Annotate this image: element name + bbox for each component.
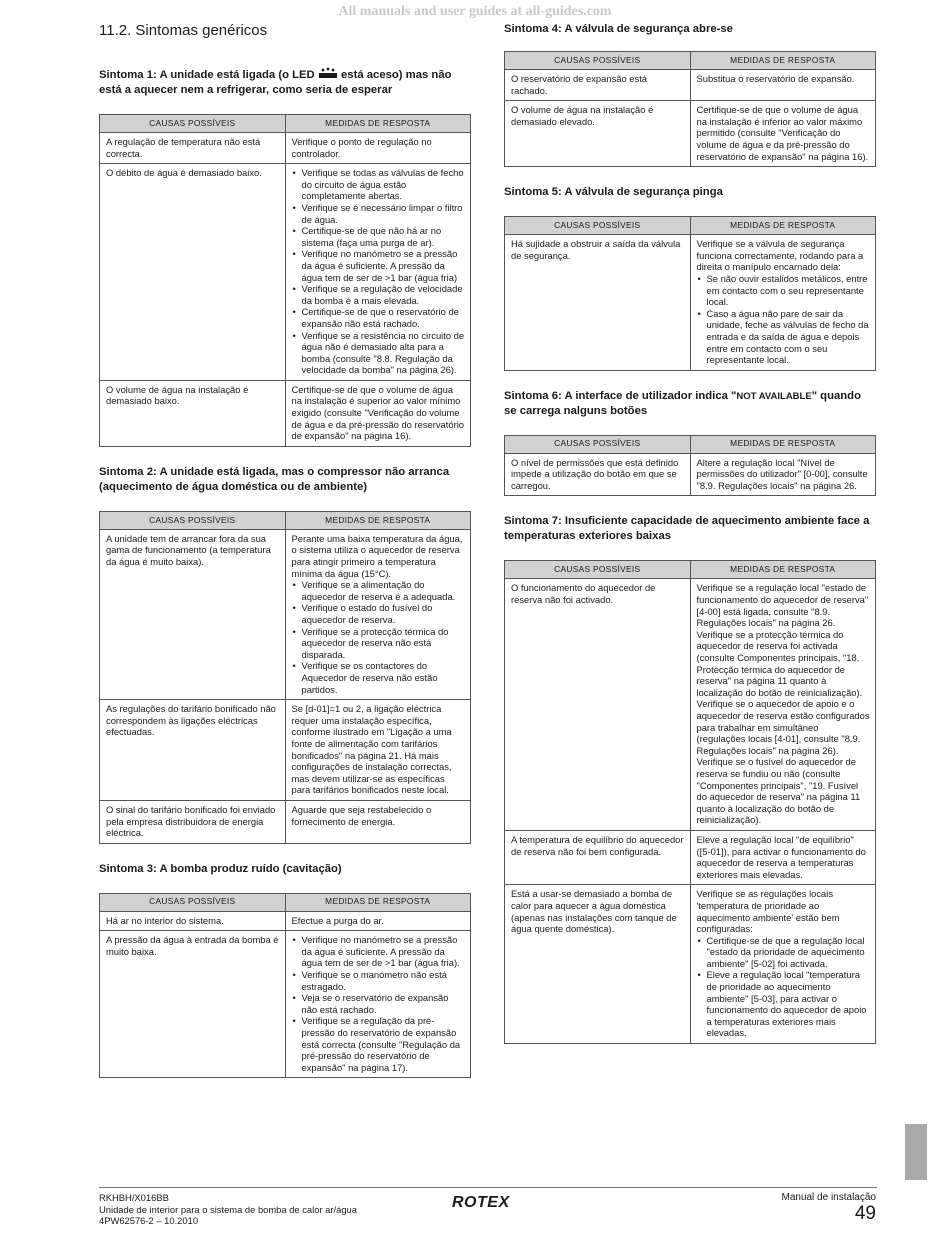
measure-cell: Eleve a regulação local "de equilíbrio" ([5-01]), para activar o funcionamento do aquecedor de reserva a temperaturas exteriores mais elevadas. <box>690 830 876 884</box>
cause-cell: A regulação de temperatura não está correcta. <box>100 133 286 164</box>
chapter-tab <box>905 1124 927 1180</box>
table-header-row <box>505 52 876 70</box>
symptom-4-table <box>504 51 876 167</box>
table-row <box>505 235 876 371</box>
footer-description: Unidade de interior para o sistema de bomba de calor ar/água <box>99 1203 357 1215</box>
list-item: • Verifique se a resistência no circuito de água não é demasiado alta para a bomba (consulte "8.8. Regulação da velocidade da bomba" na página 26). <box>292 330 466 376</box>
causes-header: CAUSAS POSSÍVEIS <box>505 52 691 70</box>
causes-header: CAUSAS POSSÍVEIS <box>505 561 691 579</box>
measure-list <box>697 273 871 366</box>
symptom-6-table <box>504 435 876 497</box>
table-row <box>100 164 471 381</box>
causes-header: CAUSAS POSSÍVEIS <box>505 435 691 453</box>
cause-cell: A pressão da água à entrada da bomba é muito baixa. <box>100 931 286 1078</box>
table-header-row <box>505 435 876 453</box>
table-row <box>100 529 471 699</box>
measure-list <box>292 579 466 695</box>
measures-header: MEDIDAS DE RESPOSTA <box>690 435 876 453</box>
list-item: • Verifique se os contactores do Aquecedor de reserva não estão partidos. <box>292 660 466 695</box>
list-item: • Eleve a regulação local "temperatura de prioridade ao aquecimento ambiente" [5-03], para activar o funcionamento do aquecedor de apoio a temperaturas exteriores mais elevadas. <box>697 969 871 1039</box>
cause-cell: A unidade tem de arrancar fora da sua gama de funcionamento (a temperatura da água é muito baixa). <box>100 529 286 699</box>
cause-cell: Está a usar-se demasiado a bomba de calor para aquecer a água doméstica (apenas nas instalações com tanque de água quente doméstica). <box>505 885 691 1044</box>
footer-divider <box>99 1187 877 1188</box>
led-icon <box>318 67 338 79</box>
list-item: • Verifique se a alimentação do aquecedor de reserva é a adequada. <box>292 579 466 602</box>
cause-cell: A temperatura de equilíbrio do aquecedor de reserva não foi bem configurada. <box>505 830 691 884</box>
measure-cell <box>285 931 471 1078</box>
measure-cell <box>690 885 876 1044</box>
symptom-6-title: Sintoma 6: A interface de utilizador indica "NOT AVAILABLE" quando se carrega nalguns botões <box>504 389 861 417</box>
table-row <box>100 700 471 801</box>
symptom-5-table <box>504 216 876 371</box>
rotex-logo: ROTEX <box>452 1194 510 1211</box>
measure-intro: Perante uma baixa temperatura da água, o sistema utiliza o aquecedor de reserva para atingir primeiro a temperatura mínima da água (15°C). <box>291 532 463 579</box>
cause-cell: O sinal do tarifário bonificado foi enviado pela empresa distribuidora de energia eléctrica. <box>100 800 286 843</box>
symptom-2-table <box>99 511 471 844</box>
list-item: • Verifique no manómetro se a pressão da água é suficiente. A pressão da água tem de ser de >1 bar (água fria) <box>292 248 466 283</box>
list-item: • Verifique o estado do fusível do aquecedor de reserva. <box>292 602 466 625</box>
symptom-7-title: Sintoma 7: Insuficiente capacidade de aquecimento ambiente face a temperaturas exteriores baixas <box>504 515 870 543</box>
cause-cell: O funcionamento do aquecedor de reserva não foi activado. <box>505 579 691 830</box>
list-item: • Verifique se a regulação de velocidade da bomba é a mais elevada. <box>292 283 466 306</box>
footer-manual-title: Manual de instalação <box>781 1192 876 1203</box>
list-item: • Verifique se a regulação da pré-pressão do reservatório de expansão está correcta (consulte "Regulação da pré-pressão do reservatório de expansão" na página 17). <box>292 1015 466 1073</box>
cause-cell: O volume de água na instalação é demasiado elevado. <box>505 101 691 167</box>
symptom-7-table <box>504 560 876 1044</box>
measure-intro: Verifique se as regulações locais 'temperatura de prioridade ao aquecimento ambiente' estão bem configuradas: <box>696 888 840 935</box>
table-row <box>505 101 876 167</box>
list-item: • Verifique se é necessário limpar o filtro de água. <box>292 202 466 225</box>
measure-cell <box>285 529 471 699</box>
list-item: • Se não ouvir estalidos metálicos, entre em contacto com o seu representante local. <box>697 273 871 308</box>
table-row <box>505 579 876 830</box>
list-item: • Veja se o reservatório de expansão não está rachado. <box>292 992 466 1015</box>
measure-intro: Verifique se a válvula de segurança funciona correctamente, rodando para a direita o manípulo encarnado dela: <box>696 238 864 273</box>
table-header-row <box>505 217 876 235</box>
measure-cell: Se [d-01]=1 ou 2, a ligação eléctrica requer uma instalação específica, conforme ilustrado em "Ligação a uma fonte de alimentação com tarifários bonificados" na página 21. Há mais configurações de instalação correctas, mas devem utilizar-se as específicas para tarifários bonificados neste local. <box>285 700 471 801</box>
measure-cell: Substitua o reservatório de expansão. <box>690 70 876 101</box>
table-header-row <box>100 115 471 133</box>
causes-header: CAUSAS POSSÍVEIS <box>100 893 286 911</box>
table-row <box>505 70 876 101</box>
table-row <box>100 911 471 931</box>
table-row <box>100 133 471 164</box>
list-item: • Certifique-se de que não há ar no sistema (faça uma purga de ar). <box>292 225 466 248</box>
cause-cell: Há sujidade a obstruir a saída da válvula de segurança. <box>505 235 691 371</box>
table-row <box>505 453 876 496</box>
symptom-3-title: Sintoma 3: A bomba produz ruído (cavitação) <box>99 862 342 875</box>
measure-cell <box>285 164 471 381</box>
causes-header: CAUSAS POSSÍVEIS <box>100 115 286 133</box>
cause-cell: As regulações do tarifário bonificado não correspondem às ligações eléctricas efectuadas. <box>100 700 286 801</box>
measure-list <box>292 934 466 1073</box>
measures-header: MEDIDAS DE RESPOSTA <box>285 893 471 911</box>
measures-header: MEDIDAS DE RESPOSTA <box>285 115 471 133</box>
measure-cell: Efectue a purga do ar. <box>285 911 471 931</box>
right-column <box>504 22 876 1062</box>
list-item: • Caso a água não pare de sair da unidade, feche as válvulas de fecho da entrada e da saída de água e depois entre em contacto com o seu representante local. <box>697 308 871 366</box>
measure-list <box>292 167 466 376</box>
table-header-row <box>505 561 876 579</box>
table-row <box>505 830 876 884</box>
section-title: 11.2. Sintomas genéricos <box>99 22 268 39</box>
cause-cell: O nível de permissões que está definido impede a utilização do botão em que se carregou. <box>505 453 691 496</box>
measures-header: MEDIDAS DE RESPOSTA <box>690 217 876 235</box>
measure-cell: Verifique se a regulação local "estado de funcionamento do aquecedor de reserva" [4-00] está ligada, consulte "8.9. Regulações locais" na página 26. Verifique se a protecção térmica do aquecedor de reserva foi activada (consulte Componentes principais, "18. Protecção térmica do aquecedor de reserva" na página 11 quanto à localização do botão de reinicialização). Verifique se o aquecedor de apoio e o aquecedor de reserva estão configurados para trabalhar em simultâneo (regulações locais [4-01], consulte "8.9. Regulações locais" na página 26). Verifique se o fusível do aquecedor de reserva se fundiu ou não (consulte "Componentes principais", "19. Fusível do aquecedor de reserva" na página 11 quanto à localização do botão de reinicialização). <box>690 579 876 830</box>
watermark: All manuals and user guides at all-guides.com <box>338 4 612 19</box>
footer-info <box>99 1192 357 1227</box>
measure-cell: Altere a regulação local "Nível de permissões do utilizador" [0-00], consulte "8.9. Regulações locais" na página 26. <box>690 453 876 496</box>
list-item: • Certifique-se de que a regulação local "estado da prioridade de aquecimento ambiente" [5-02] foi activada. <box>697 935 871 970</box>
symptom-5-title: Sintoma 5: A válvula de segurança pinga <box>504 186 723 199</box>
measures-header: MEDIDAS DE RESPOSTA <box>285 511 471 529</box>
list-item: • Verifique se o manómetro não está estragado. <box>292 969 466 992</box>
measure-cell: Certifique-se de que o volume de água na instalação é inferior ao valor máximo permitido (consulte "Verificação do volume de água e da pré-pressão do reservatório de expansão" na página 16). <box>690 101 876 167</box>
not-available-code: NOT AVAILABLE <box>736 390 812 402</box>
list-item: • Verifique se a protecção térmica do aquecedor de reserva não está disparada. <box>292 626 466 661</box>
symptom-1-title: Sintoma 1: A unidade está ligada (o LED está aceso) mas não está a aquecer nem a refrigerar, como seria de esperar <box>99 69 452 96</box>
table-row <box>505 885 876 1044</box>
page-number: 49 <box>854 1203 876 1224</box>
table-row <box>100 800 471 843</box>
cause-cell: O reservatório de expansão está rachado. <box>505 70 691 101</box>
causes-header: CAUSAS POSSÍVEIS <box>505 217 691 235</box>
symptom-1-table <box>99 114 471 447</box>
table-row <box>100 380 471 446</box>
symptom-2-title: Sintoma 2: A unidade está ligada, mas o compressor não arranca (aquecimento de água doméstica ou de ambiente) <box>99 465 450 493</box>
symptom-3-table <box>99 893 471 1079</box>
table-header-row <box>100 511 471 529</box>
footer-model: RKHBH/X016BB <box>99 1192 169 1203</box>
footer-doc-code: 4PW62576-2 – 10.2010 <box>99 1215 199 1226</box>
table-header-row <box>100 893 471 911</box>
cause-cell: Há ar no interior do sistema. <box>100 911 286 931</box>
table-row <box>100 931 471 1078</box>
measure-cell: Verifique o ponto de regulação no controlador. <box>285 133 471 164</box>
list-item: • Verifique no manómetro se a pressão da água é suficiente. A pressão da água tem de ser de >1 bar (água fria). <box>292 934 466 969</box>
cause-cell: O volume de água na instalação é demasiado baixo. <box>100 380 286 446</box>
measure-cell <box>690 235 876 371</box>
cause-cell: O débito de água é demasiado baixo. <box>100 164 286 381</box>
list-item: • Certifique-se de que o reservatório de expansão não está rachado. <box>292 306 466 329</box>
causes-header: CAUSAS POSSÍVEIS <box>100 511 286 529</box>
symptom-4-title: Sintoma 4: A válvula de segurança abre-se <box>504 23 733 35</box>
measure-cell: Aguarde que seja restabelecido o fornecimento de energia. <box>285 800 471 843</box>
measure-list <box>697 935 871 1039</box>
measure-cell: Certifique-se de que o volume de água na instalação é superior ao valor mínimo exigido (consulte "Verificação do volume de água e da pré-pressão do reservatório de expansão" na página 16). <box>285 380 471 446</box>
list-item: • Verifique se todas as válvulas de fecho do circuito de água estão completamente abertas. <box>292 167 466 202</box>
left-column <box>99 22 471 1096</box>
measures-header: MEDIDAS DE RESPOSTA <box>690 561 876 579</box>
measures-header: MEDIDAS DE RESPOSTA <box>690 52 876 70</box>
